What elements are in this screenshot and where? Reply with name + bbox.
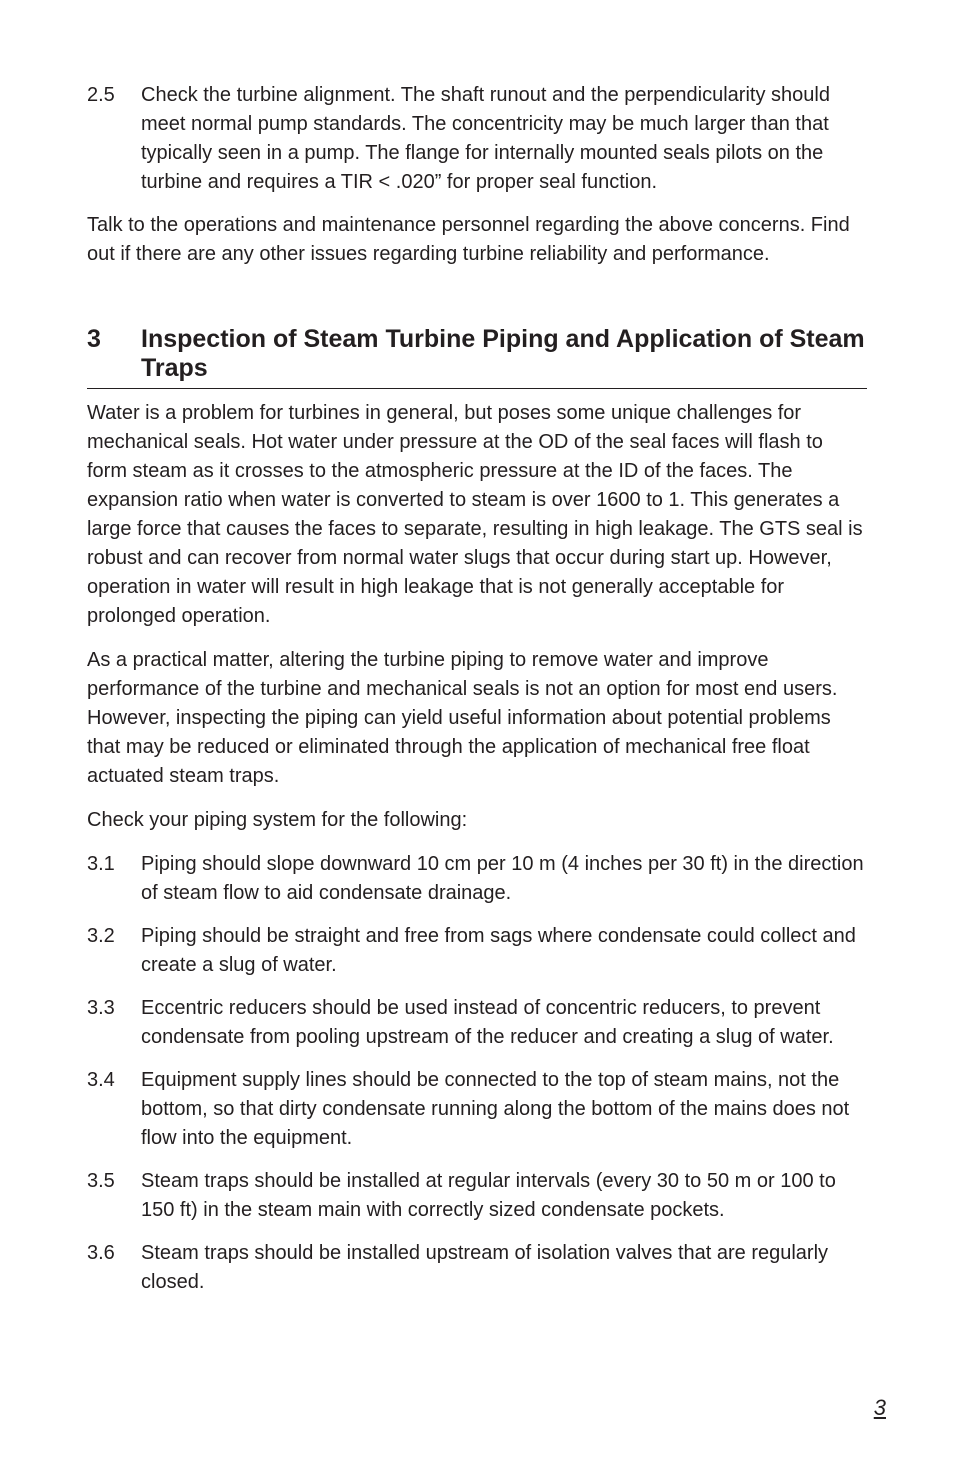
item-number: 3.1 xyxy=(87,853,115,875)
item-text: Piping should be straight and free from sags where condensate could collect and create a slug of water. xyxy=(141,925,856,976)
list-item-2-5 xyxy=(87,81,867,197)
item-number: 2.5 xyxy=(87,84,115,106)
item-text: Check the turbine alignment. The shaft runout and the perpendicularity should meet normal pump standards. The concentricity may be much larger than that typically seen in a pump. The flange for internally mounted seals pilots on the turbine and requires a TIR < .020” for proper seal function. xyxy=(141,84,830,193)
section-number: 3 xyxy=(87,325,101,353)
item-number: 3.2 xyxy=(87,925,115,947)
page-number: 3 xyxy=(873,1395,886,1420)
paragraph-talk: Talk to the operations and maintenance personnel regarding the above concerns. Find out if there are any other issues regarding turbine reliability and performance. xyxy=(87,214,850,265)
item-number: 3.3 xyxy=(87,997,115,1019)
item-text: Piping should slope downward 10 cm per 10 m (4 inches per 30 ft) in the direction of steam flow to aid condensate drainage. xyxy=(141,853,864,904)
list-item-3-1 xyxy=(87,850,867,908)
list-item-3-4 xyxy=(87,1066,867,1153)
list-item-3-3 xyxy=(87,994,867,1052)
section-title: Inspection of Steam Turbine Piping and Application of Steam Traps xyxy=(141,325,865,382)
paragraph-water: Water is a problem for turbines in general, but poses some unique challenges for mechanical seals. Hot water under pressure at the OD of the seal faces will flash to form steam as it crosses to the atmospheric pressure at the ID of the faces. The expansion ratio when water is converted to steam is over 1600 to 1. This generates a large force that causes the faces to separate, resulting in high leakage. The GTS seal is robust and can recover from normal water slugs that occur during start up. However, operation in water will result in high leakage that is not generally acceptable for prolonged operation. xyxy=(87,402,863,627)
list-item-3-5 xyxy=(87,1167,867,1225)
list-item-3-2 xyxy=(87,922,867,980)
page-content xyxy=(87,81,867,1311)
item-number: 3.4 xyxy=(87,1069,115,1091)
item-text: Steam traps should be installed at regular intervals (every 30 to 50 m or 100 to 150 ft) in the steam main with correctly sized condensate pockets. xyxy=(141,1170,836,1221)
item-number: 3.6 xyxy=(87,1242,115,1264)
item-text: Equipment supply lines should be connected to the top of steam mains, not the bottom, so that dirty condensate running along the bottom of the mains does not flow into the equipment. xyxy=(141,1069,850,1149)
item-number: 3.5 xyxy=(87,1170,115,1192)
paragraph-practical: As a practical matter, altering the turbine piping to remove water and improve performance of the turbine and mechanical seals is not an option for most end users. However, inspecting the piping can yield useful information about potential problems that may be reduced or eliminated through the application of mechanical free float actuated steam traps. xyxy=(87,649,838,787)
item-text: Steam traps should be installed upstream of isolation valves that are regularly closed. xyxy=(141,1242,829,1293)
section-heading xyxy=(87,325,867,389)
paragraph-check: Check your piping system for the following: xyxy=(87,809,468,831)
item-text: Eccentric reducers should be used instead of concentric reducers, to prevent condensate from pooling upstream of the reducer and creating a slug of water. xyxy=(141,997,834,1048)
list-item-3-6 xyxy=(87,1239,867,1297)
